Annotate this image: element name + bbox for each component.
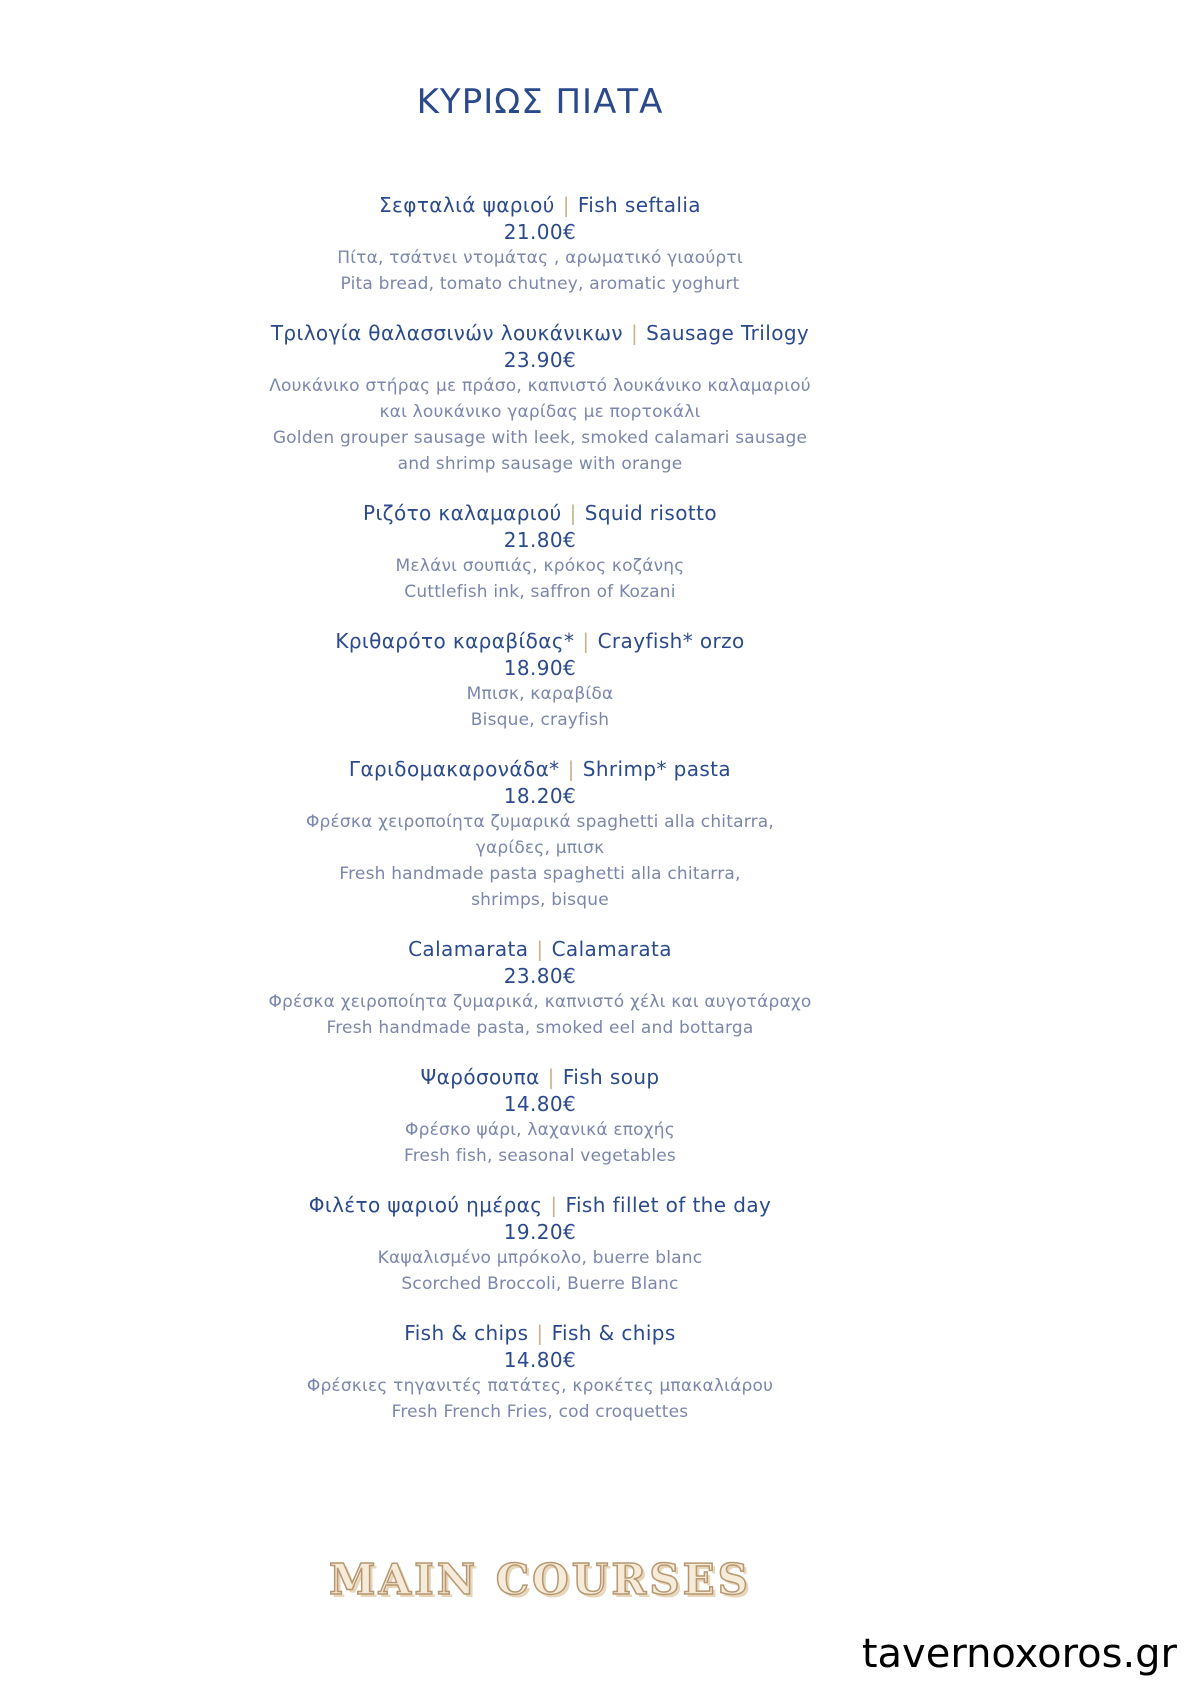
dish-name-english: Fish soup [562, 1065, 660, 1089]
dish-name [140, 628, 940, 655]
dish-price: 23.80€ [503, 964, 577, 988]
dish-name-greek: Ψαρόσουπα [420, 1065, 540, 1089]
dish-price: 23.90€ [503, 348, 577, 372]
dish-price: 19.20€ [503, 1220, 577, 1244]
dish-description: Fresh French Fries, cod croquettes [391, 1402, 689, 1422]
dish-name [140, 936, 940, 963]
menu-item [140, 756, 940, 913]
dish-name-greek: Κριθαρότο καραβίδας* [335, 629, 575, 653]
dish-description: Φρέσκο ψάρι, λαχανικά εποχής [405, 1120, 675, 1140]
dish-name [140, 1320, 940, 1347]
name-separator: | [567, 757, 575, 781]
dish-description: γαρίδες, μπισκ [475, 838, 605, 858]
menu-item [140, 500, 940, 605]
dish-name-greek: Calamarata [408, 937, 529, 961]
dish-description: shrimps, bisque [471, 890, 609, 910]
menu-item [140, 1192, 940, 1297]
dish-description: Fresh handmade pasta spaghetti alla chitarra, [339, 864, 741, 884]
dish-description: Λουκάνικο στήρας με πράσο, καπνιστό λουκάνικο καλαμαριού [269, 376, 811, 396]
dish-name-greek: Fish & chips [404, 1321, 529, 1345]
dish-description: Μελάνι σουπιάς, κρόκος κοζάνης [395, 556, 685, 576]
dish-name-english: Fish & chips [551, 1321, 676, 1345]
dish-name-greek: Γαριδομακαρονάδα* [348, 757, 560, 781]
dish-name-english: Calamarata [551, 937, 672, 961]
menu-item [140, 1320, 940, 1425]
dish-name-english: Squid risotto [584, 501, 717, 525]
dish-description: Golden grouper sausage with leek, smoked calamari sausage [272, 428, 808, 448]
dish-description: Fresh fish, seasonal vegetables [404, 1146, 676, 1166]
dish-price: 18.20€ [503, 784, 577, 808]
dish-description: Φρέσκα χειροποίητα ζυμαρικά, καπνιστό χέλι και αυγοτάραχο [268, 992, 812, 1012]
dish-name [140, 756, 940, 783]
dish-name-english: Shrimp* pasta [582, 757, 732, 781]
dish-price: 21.00€ [503, 220, 577, 244]
dish-description: Fresh handmade pasta, smoked eel and bottarga [326, 1018, 754, 1038]
dish-description: Μπισκ, καραβίδα [466, 684, 614, 704]
dish-name [140, 1064, 940, 1091]
dish-description: και λουκάνικο γαρίδας με πορτοκάλι [379, 402, 701, 422]
dish-description: Pita bread, tomato chutney, aromatic yoghurt [340, 274, 740, 294]
dish-description: Φρέσκιες τηγανιτές πατάτες, κροκέτες μπακαλιάρου [306, 1376, 774, 1396]
name-separator: | [550, 1193, 558, 1217]
dish-name-english: Fish fillet of the day [565, 1193, 772, 1217]
name-separator: | [582, 629, 590, 653]
dish-name-greek: Φιλέτο ψαριού ημέρας [308, 1193, 543, 1217]
menu-item [140, 628, 940, 733]
site-watermark: tavernoxoros.gr [856, 1627, 1189, 1681]
name-separator: | [562, 193, 570, 217]
dish-price: 18.90€ [503, 656, 577, 680]
menu-item [140, 936, 940, 1041]
dish-name-greek: Τριλογία θαλασσινών λουκάνικων [270, 321, 623, 345]
dish-name [140, 192, 940, 219]
dish-price: 21.80€ [503, 528, 577, 552]
dish-price: 14.80€ [503, 1348, 577, 1372]
dish-description: Φρέσκα χειροποίητα ζυμαρικά spaghetti alla chitarra, [305, 812, 775, 832]
dish-description: Scorched Broccoli, Buerre Blanc [401, 1274, 679, 1294]
name-separator: | [536, 1321, 544, 1345]
footer-heading: MAIN COURSES [329, 1555, 751, 1604]
dish-name [140, 500, 940, 527]
menu-item [140, 320, 940, 477]
name-separator: | [547, 1065, 555, 1089]
dish-description: Καψαλισμένο μπρόκολο, buerre blanc [377, 1248, 703, 1268]
name-separator: | [569, 501, 577, 525]
dish-name [140, 320, 940, 347]
dish-description: Bisque, crayfish [470, 710, 610, 730]
dish-name-greek: Σεφταλιά ψαριού [379, 193, 555, 217]
menu-item [140, 1064, 940, 1169]
name-separator: | [630, 321, 639, 345]
dish-name-english: Crayfish* orzo [597, 629, 745, 653]
name-separator: | [536, 937, 544, 961]
dish-name-english: Fish seftalia [577, 193, 701, 217]
dish-price: 14.80€ [503, 1092, 577, 1116]
menu-item [140, 192, 940, 297]
dish-description: Cuttlefish ink, saffron of Kozani [404, 582, 676, 602]
menu-list [140, 192, 940, 1448]
dish-name-greek: Ριζότο καλαμαριού [363, 501, 562, 525]
dish-name [140, 1192, 940, 1219]
dish-name-english: Sausage Trilogy [646, 321, 810, 345]
dish-description: and shrimp sausage with orange [397, 454, 683, 474]
page-title: ΚΥΡΙΩΣ ΠΙΑΤΑ [416, 82, 664, 122]
dish-description: Πίτα, τσάτνει ντομάτας , αρωματικό γιαούρτι [337, 248, 743, 268]
